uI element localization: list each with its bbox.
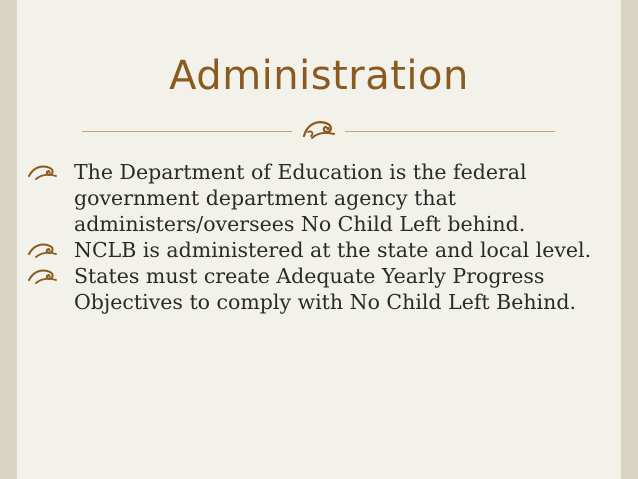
bullet-scroll-icon [26,240,70,260]
bullet-text: States must create Adequate Yearly Progress Objectives to comply with No Child Left Behind. [74,264,576,314]
bullet-text: NCLB is administered at the state and local level. [74,238,592,262]
bullet-scroll-icon [26,266,70,286]
title-divider-left [82,131,292,132]
title-divider-right [345,131,555,132]
bullet-item [22,159,612,237]
bullet-list [22,159,612,315]
bullet-item [22,237,612,263]
bullet-scroll-icon [26,162,70,182]
bullet-item [22,263,612,315]
fleuron-scroll-icon [298,114,340,142]
bullet-text: The Department of Education is the federal government department agency that administers/oversees No Child Left behind. [74,160,527,236]
slide-title: Administration [169,53,469,99]
